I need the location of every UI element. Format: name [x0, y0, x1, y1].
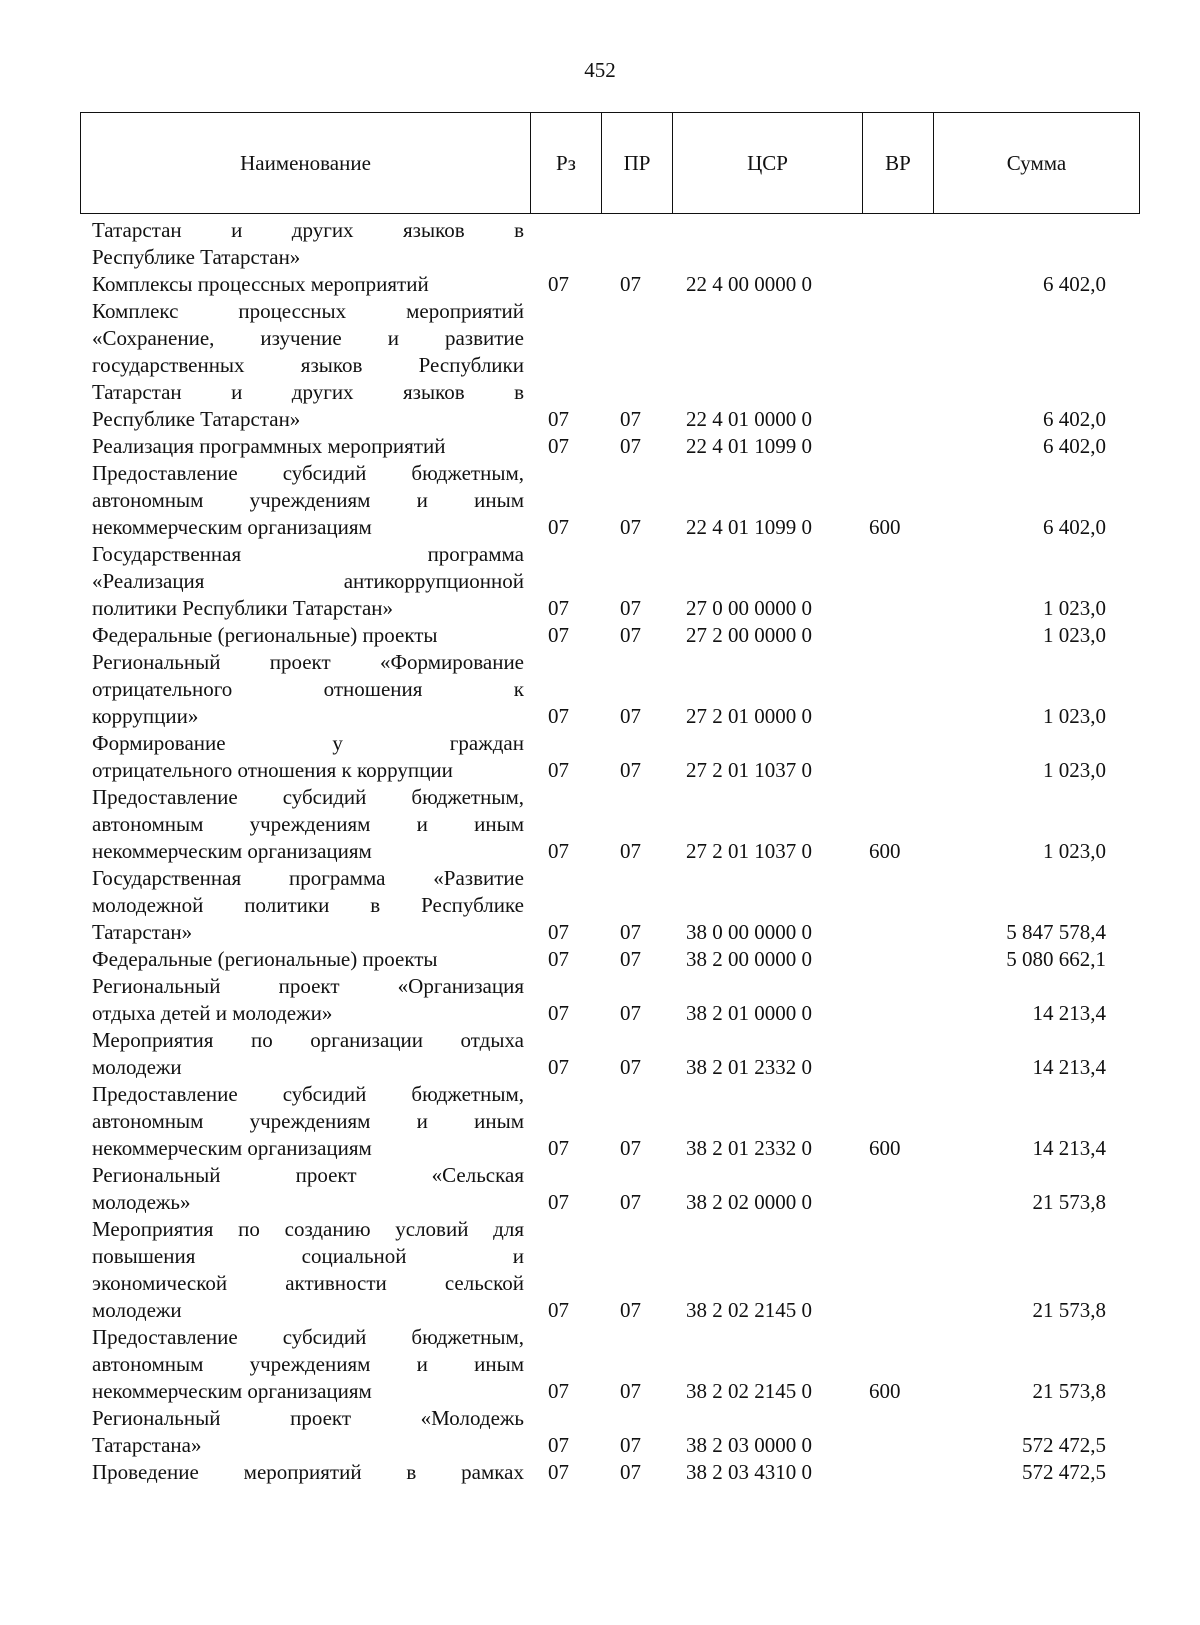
row-csr: 38 2 03 4310 0 [686, 1460, 812, 1484]
header-name: Наименование [240, 150, 371, 175]
row-rz: 07 [548, 272, 569, 296]
row-name-line: Комплекс процессных мероприятий [92, 299, 524, 323]
table-row [80, 1027, 1140, 1081]
table-row [80, 541, 1140, 622]
row-sum: 5 080 662,1 [1006, 947, 1106, 971]
row-pr: 07 [620, 947, 641, 971]
row-name-line: Республике Татарстан» [92, 245, 301, 269]
row-rz: 07 [548, 1001, 569, 1025]
row-pr: 07 [620, 839, 641, 863]
row-rz: 07 [548, 1379, 569, 1403]
table-row [80, 622, 1140, 649]
row-pr: 07 [620, 434, 641, 458]
table-row [80, 946, 1140, 973]
row-pr: 07 [620, 1433, 641, 1457]
row-name-line: Мероприятия по организации отдыха [92, 1028, 524, 1052]
row-name [80, 973, 524, 1027]
row-vr: 600 [869, 1136, 901, 1160]
row-pr: 07 [620, 1190, 641, 1214]
row-name-line: политики Республики Татарстан» [92, 596, 394, 620]
row-name [80, 298, 524, 433]
table-row [80, 649, 1140, 730]
row-rz: 07 [548, 1433, 569, 1457]
row-name-line: «Реализация антикоррупционной [92, 569, 524, 593]
row-name-line: молодежи [92, 1298, 182, 1322]
row-rz: 07 [548, 1190, 569, 1214]
row-sum: 572 472,5 [1022, 1460, 1106, 1484]
row-name [80, 1216, 524, 1324]
row-sum: 14 213,4 [1032, 1055, 1106, 1079]
header-csr: ЦСР [672, 113, 862, 213]
row-csr: 27 2 01 1037 0 [686, 839, 812, 863]
row-name-line: некоммерческим организациям [92, 1379, 372, 1403]
row-rz: 07 [548, 947, 569, 971]
row-name-line: Предоставление субсидий бюджетным, [92, 785, 524, 809]
row-name [80, 1027, 524, 1081]
row-name-line: молодежь» [92, 1190, 191, 1214]
row-rz: 07 [548, 1136, 569, 1160]
table-row [80, 1459, 1140, 1486]
row-name [80, 217, 524, 271]
row-rz: 07 [548, 920, 569, 944]
table-row [80, 1081, 1140, 1162]
table-row [80, 973, 1140, 1027]
row-name-line: автономным учреждениям и иным [92, 1109, 524, 1133]
row-sum: 6 402,0 [1043, 407, 1106, 431]
row-name-line: Проведение мероприятий в рамках [92, 1460, 524, 1484]
row-rz: 07 [548, 434, 569, 458]
row-sum: 1 023,0 [1043, 839, 1106, 863]
row-csr: 38 2 02 0000 0 [686, 1190, 812, 1214]
row-name-line: Формирование у граждан [92, 731, 524, 755]
row-name [80, 1405, 524, 1459]
row-name-line: некоммерческим организациям [92, 1136, 372, 1160]
row-csr: 38 2 00 0000 0 [686, 947, 812, 971]
table-row [80, 271, 1140, 298]
row-sum: 572 472,5 [1022, 1433, 1106, 1457]
table-row [80, 1324, 1140, 1405]
row-name [80, 946, 524, 973]
row-csr: 38 2 03 0000 0 [686, 1433, 812, 1457]
row-pr: 07 [620, 1460, 641, 1484]
row-pr: 07 [620, 1379, 641, 1403]
row-name-line: Татарстан» [92, 920, 193, 944]
row-csr: 27 2 01 1037 0 [686, 758, 812, 782]
row-name-line: коррупции» [92, 704, 199, 728]
row-name-line: «Сохранение, изучение и развитие [92, 326, 524, 350]
table-row [80, 784, 1140, 865]
row-name-line: автономным учреждениям и иным [92, 488, 524, 512]
row-name-line: Федеральные (региональные) проекты [92, 947, 438, 971]
row-name-line: Федеральные (региональные) проекты [92, 623, 438, 647]
row-sum: 21 573,8 [1032, 1190, 1106, 1214]
table-row [80, 298, 1140, 433]
row-name-line: некоммерческим организациям [92, 839, 372, 863]
row-name-line: повышения социальной и [92, 1244, 524, 1268]
row-name-line: молодежной политики в Республике [92, 893, 524, 917]
table-body [80, 217, 1140, 1486]
row-rz: 07 [548, 596, 569, 620]
row-csr: 38 2 02 2145 0 [686, 1298, 812, 1322]
row-pr: 07 [620, 596, 641, 620]
row-name-line: государственных языков Республики [92, 353, 524, 377]
table-row [80, 865, 1140, 946]
row-vr: 600 [869, 839, 901, 863]
row-sum: 21 573,8 [1032, 1379, 1106, 1403]
row-rz: 07 [548, 758, 569, 782]
row-rz: 07 [548, 407, 569, 431]
row-name-line: Предоставление субсидий бюджетным, [92, 1325, 524, 1349]
row-name [80, 649, 524, 730]
row-name-line: Мероприятия по созданию условий для [92, 1217, 524, 1241]
row-sum: 6 402,0 [1043, 272, 1106, 296]
row-name [80, 460, 524, 541]
row-csr: 22 4 01 1099 0 [686, 515, 812, 539]
row-sum: 6 402,0 [1043, 515, 1106, 539]
table-row [80, 433, 1140, 460]
row-pr: 07 [620, 407, 641, 431]
row-name-line: автономным учреждениям и иным [92, 1352, 524, 1376]
row-name [80, 541, 524, 622]
row-pr: 07 [620, 758, 641, 782]
row-sum: 1 023,0 [1043, 596, 1106, 620]
row-pr: 07 [620, 1136, 641, 1160]
row-pr: 07 [620, 1298, 641, 1322]
row-csr: 22 4 01 0000 0 [686, 407, 812, 431]
row-rz: 07 [548, 515, 569, 539]
row-pr: 07 [620, 1055, 641, 1079]
row-sum: 14 213,4 [1032, 1136, 1106, 1160]
row-name-line: Государственная программа [92, 542, 524, 566]
table-row [80, 460, 1140, 541]
table-row [80, 730, 1140, 784]
table-row [80, 217, 1140, 271]
header-vr: ВР [862, 113, 933, 213]
row-rz: 07 [548, 839, 569, 863]
table-row [80, 1405, 1140, 1459]
row-name [80, 865, 524, 946]
header-pr: ПР [601, 113, 672, 213]
row-name [80, 271, 524, 298]
row-pr: 07 [620, 515, 641, 539]
row-csr: 38 2 01 2332 0 [686, 1055, 812, 1079]
table-header [80, 112, 1140, 214]
table-row [80, 1216, 1140, 1324]
row-name [80, 784, 524, 865]
row-name-line: Предоставление субсидий бюджетным, [92, 461, 524, 485]
row-name-line: Татарстана» [92, 1433, 202, 1457]
row-rz: 07 [548, 623, 569, 647]
row-name-line: Государственная программа «Развитие [92, 866, 524, 890]
row-csr: 38 2 02 2145 0 [686, 1379, 812, 1403]
table-row [80, 1162, 1140, 1216]
row-pr: 07 [620, 920, 641, 944]
row-name-line: Региональный проект «Организация [92, 974, 524, 998]
row-name [80, 1459, 524, 1486]
row-name-line: Республике Татарстан» [92, 407, 301, 431]
row-csr: 38 2 01 0000 0 [686, 1001, 812, 1025]
row-name-line: Реализация программных мероприятий [92, 434, 446, 458]
row-name-line: Предоставление субсидий бюджетным, [92, 1082, 524, 1106]
header-rz: Рз [530, 113, 601, 213]
row-vr: 600 [869, 515, 901, 539]
row-rz: 07 [548, 1055, 569, 1079]
row-name-line: Региональный проект «Формирование [92, 650, 524, 674]
row-csr: 27 2 01 0000 0 [686, 704, 812, 728]
header-sum: Сумма [933, 113, 1139, 213]
row-pr: 07 [620, 704, 641, 728]
row-sum: 5 847 578,4 [1006, 920, 1106, 944]
row-sum: 1 023,0 [1043, 623, 1106, 647]
row-name [80, 1324, 524, 1405]
row-pr: 07 [620, 1001, 641, 1025]
row-name-line: Татарстан и других языков в [92, 218, 524, 242]
row-name-line: экономической активности сельской [92, 1271, 524, 1295]
row-csr: 22 4 00 0000 0 [686, 272, 812, 296]
page-number: 452 [584, 58, 616, 82]
row-name-line: Региональный проект «Молодежь [92, 1406, 524, 1430]
row-name-line: отрицательного отношения к коррупции [92, 758, 453, 782]
row-csr: 27 0 00 0000 0 [686, 596, 812, 620]
row-name [80, 622, 524, 649]
row-pr: 07 [620, 272, 641, 296]
row-rz: 07 [548, 1460, 569, 1484]
row-csr: 27 2 00 0000 0 [686, 623, 812, 647]
row-name [80, 1162, 524, 1216]
row-sum: 21 573,8 [1032, 1298, 1106, 1322]
row-rz: 07 [548, 704, 569, 728]
row-name-line: отрицательного отношения к [92, 677, 524, 701]
row-name-line: молодежи [92, 1055, 182, 1079]
row-name-line: автономным учреждениям и иным [92, 812, 524, 836]
row-name [80, 730, 524, 784]
row-csr: 22 4 01 1099 0 [686, 434, 812, 458]
row-sum: 1 023,0 [1043, 704, 1106, 728]
row-vr: 600 [869, 1379, 901, 1403]
row-sum: 6 402,0 [1043, 434, 1106, 458]
row-rz: 07 [548, 1298, 569, 1322]
row-name-line: Региональный проект «Сельская [92, 1163, 524, 1187]
row-name [80, 433, 524, 460]
row-sum: 1 023,0 [1043, 758, 1106, 782]
row-name-line: Татарстан и других языков в [92, 380, 524, 404]
row-csr: 38 2 01 2332 0 [686, 1136, 812, 1160]
row-name-line: некоммерческим организациям [92, 515, 372, 539]
row-sum: 14 213,4 [1032, 1001, 1106, 1025]
row-name-line: отдыха детей и молодежи» [92, 1001, 333, 1025]
row-pr: 07 [620, 623, 641, 647]
row-name [80, 1081, 524, 1162]
row-name-line: Комплексы процессных мероприятий [92, 272, 429, 296]
row-csr: 38 0 00 0000 0 [686, 920, 812, 944]
